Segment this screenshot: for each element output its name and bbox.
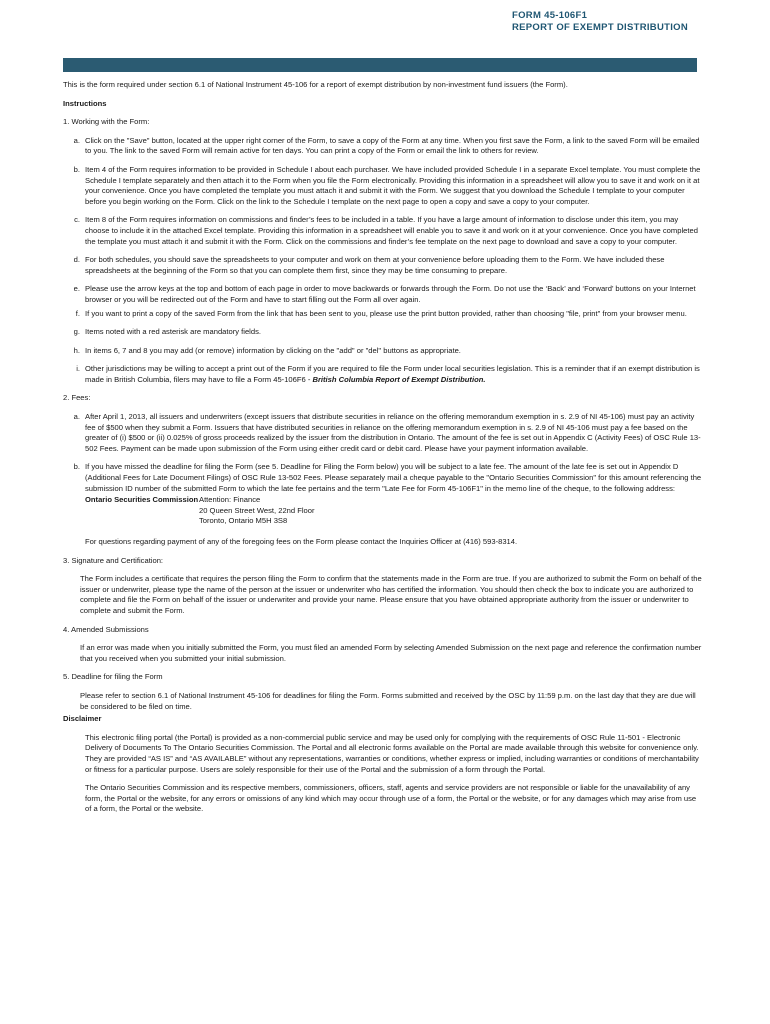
item-1b bbox=[63, 165, 703, 207]
item-label: b. bbox=[73, 462, 80, 472]
item-2a bbox=[63, 412, 703, 454]
item-label: b. bbox=[73, 164, 80, 174]
item-text: If you have missed the deadline for filing the Form (see 5. Deadline for Filing the Form below) you will be subject to a late fee. The amount of the late fee is set out in Appendix D (Additional Fees for Late Document Filings) of OSC Rule 13-502 Fees. Please separately mail a cheque payable to the "Ontario Securities Commission" for this amount referencing the submission ID number of the submitted Form to which the late fee pertains and the term "Late Fee for Form 45-106F1" in the memo line of the cheque, to the following address: bbox=[85, 462, 702, 493]
section-4-body: If an error was made when you initially submitted the Form, you must filed an amended Form by selecting Amended Submission on the next page and reference the confirmation number that you received when you submitted your initial submission. bbox=[80, 643, 702, 663]
item-text: If you want to print a copy of the saved Form from the link that has been sent to you, please use the print button provided, rather than choosing "file, print" from your browser menu. bbox=[85, 308, 687, 318]
form-instructions bbox=[63, 80, 703, 815]
section-2-title: 2. Fees: bbox=[63, 393, 91, 403]
bc-report-title: British Columbia Report of Exempt Distribution. bbox=[312, 374, 486, 384]
form-number: FORM 45-106F1 bbox=[512, 10, 588, 21]
address-line: 20 Queen Street West, 22nd Floor bbox=[199, 505, 315, 515]
disclaimer-paragraph: The Ontario Securities Commission and its respective members, commissioners, officers, staff, agents and service providers are not responsible or liable for the unavailability of any form, the Portal or the website, for any errors or omissions of any kind which may occur through use of a form, the Portal or the website, or for any damages which may arise from use of a form, the Portal or the website. bbox=[85, 783, 697, 814]
item-label: c. bbox=[74, 215, 80, 225]
item-1d bbox=[63, 255, 703, 276]
item-text: Item 4 of the Form requires information to be provided in Schedule I about each purchaser. We have included provided Schedule I in a separate Excel template. You must complete the Schedule I template separately and then attach it to the Form when you file the Form electronically. Providing this information in a spreadsheet will allow you to save it and work on it at your convenience. Once you have completed the template you must attach it and submit it with the Form. We suggest that you download the Schedule I template to your computer before you begin working on the Form. Click on the link to the Schedule I template on the next page to open a copy and save a copy to your computer. bbox=[85, 164, 701, 206]
item-text: Please use the arrow keys at the top and bottom of each page in order to move backwards or forwards through the Form. Do not use the ‘Back’ and ‘Forward’ buttons on your Internet browser or you will be redirected out of the Form and have to start filling out the Form all over again. bbox=[85, 284, 696, 304]
item-text: Item 8 of the Form requires information on commissions and finder’s fees to be included in a table. If you have a large amount of information to disclose under this item, you may choose to include it in the attached Excel template. Providing this information in a spreadsheet will enable you to save it and work on it at your convenience. Once you have completed the template you must attach it and submit it with the Form. Click on the commissions and finder’s fee template on the next page to download and save a copy to your computer. bbox=[85, 215, 698, 246]
section-3-body: The Form includes a certificate that requires the person filing the Form to confirm that the statements made in the Form are true. If you are authorized to submit the Form on behalf of the issuer or underwriter, please type the name of the person at the issuer or underwriter who has certified the information. You should then check the box to indicate you are authorized to complete and file the Form on behalf of the issuer or underwriter and provide your name. Please ensure that you have obtained appropriate authority from the issuer or underwriter to complete and submit the Form. bbox=[80, 574, 702, 615]
header-band bbox=[63, 58, 697, 72]
item-1f bbox=[63, 309, 703, 320]
item-1i bbox=[63, 364, 703, 385]
form-title: REPORT OF EXEMPT DISTRIBUTION bbox=[512, 22, 689, 33]
item-text bbox=[85, 364, 703, 385]
item-1g bbox=[63, 327, 703, 338]
item-label: e. bbox=[73, 284, 80, 294]
address-line: Toronto, Ontario M5H 3S8 bbox=[199, 516, 288, 526]
item-label: a. bbox=[73, 135, 80, 145]
section-1-title: 1. Working with the Form: bbox=[63, 117, 150, 127]
address-organization: Ontario Securities Commission bbox=[85, 495, 199, 505]
item-1a bbox=[63, 136, 703, 157]
mailing-address bbox=[85, 495, 703, 527]
section-5-title: 5. Deadline for filing the Form bbox=[63, 672, 163, 682]
section-5-body: Please refer to section 6.1 of National Instrument 45-106 for deadlines for filing the Form. Forms submitted and received by the OSC by 11:59 p.m. on the last day that they are due will be considered to be filed on time. bbox=[80, 690, 696, 711]
item-label: g. bbox=[73, 327, 80, 337]
item-1c bbox=[63, 215, 703, 247]
item-text: After April 1, 2013, all issuers and underwriters (except issuers that distribute securities in reliance on the offering memorandum exemption in s. 2.9 of NI 45-106) must pay an activity fee of $500 when they submit a Form. Issuers that have distributed securities in reliance on the offering memorandum exemption in s. 2.9 of NI 45-106 must pay a fee based on the greater of (i) $500 or (ii) 0.025% of gross proceeds realized by the issuer from the distribution in Ontario. The amount of the fee is set out in Appendix C (Activity Fees) of OSC Rule 13-502 Fees. Payment can be made upon submission of the Form using either credit card or debit card. Please have your payment information available. bbox=[85, 412, 701, 453]
item-1i-text: Other jurisdictions may be willing to accept a print out of the Form if you are required to file the Form under local securities legislation. This is a reminder that if an exempt distribution is made in British Columbia, filers may have to file a Form 45-106F6 - bbox=[85, 364, 700, 384]
item-text: For both schedules, you should save the spreadsheets to your computer and work on them at your convenience before uploading them to the Form. We have included these spreadsheets at the beginning of the Form so that you can complete them first, since they may be time consuming to prepare. bbox=[85, 255, 665, 275]
instructions-heading: Instructions bbox=[63, 98, 107, 108]
item-text: Items noted with a red asterisk are mandatory fields. bbox=[85, 327, 262, 337]
item-label: a. bbox=[73, 412, 80, 422]
intro-text: This is the form required under section 6.1 of National Instrument 45-106 for a report of exempt distribution by non-investment fund issuers (the Form). bbox=[63, 80, 568, 89]
item-1h bbox=[63, 346, 703, 357]
section-3-title: 3. Signature and Certification: bbox=[63, 555, 164, 565]
address-lines bbox=[199, 495, 315, 527]
disclaimer-heading: Disclaimer bbox=[63, 714, 102, 724]
item-1e bbox=[63, 284, 703, 305]
item-text: Click on the "Save" button, located at the upper right corner of the Form, to save a copy of the Form at any time. When you first save the Form, a link to the saved Form will be emailed to you. The link to the saved Form will remain active for ten days. You can print a copy of the Form or email the link to others for review. bbox=[85, 135, 700, 156]
item-label: h. bbox=[73, 345, 80, 355]
fees-questions: For questions regarding payment of any of the foregoing fees on the Form please contact the Inquiries Officer at (416) 593-8314. bbox=[85, 537, 518, 546]
form-header bbox=[512, 10, 688, 34]
item-text: In items 6, 7 and 8 you may add (or remove) information by clicking on the "add" or "del" buttons as appropriate. bbox=[85, 345, 461, 355]
item-2b bbox=[63, 462, 703, 494]
disclaimer-paragraph: This electronic filing portal (the Portal) is provided as a non-commercial public service and may be used only for complying with the requirements of OSC Rule 11-501 - Electronic Delivery of Documents To The Ontario Securities Commission. The Portal and all electronic forms available on the Portal are made available through this website for convenience only. They are provided “AS IS” and “AS AVAILABLE” without any representations, warranties or conditions, whether express or implied, including warranties or conditions of merchantability or fitness for a particular purpose. Users are solely responsible for their use of the Portal and the submission of a form through the Portal. bbox=[85, 732, 699, 774]
item-label: d. bbox=[73, 255, 80, 265]
item-label: i. bbox=[76, 364, 80, 374]
address-line: Attention: Finance bbox=[199, 495, 261, 505]
item-label: f. bbox=[75, 308, 80, 318]
section-4-title: 4. Amended Submissions bbox=[63, 624, 149, 634]
